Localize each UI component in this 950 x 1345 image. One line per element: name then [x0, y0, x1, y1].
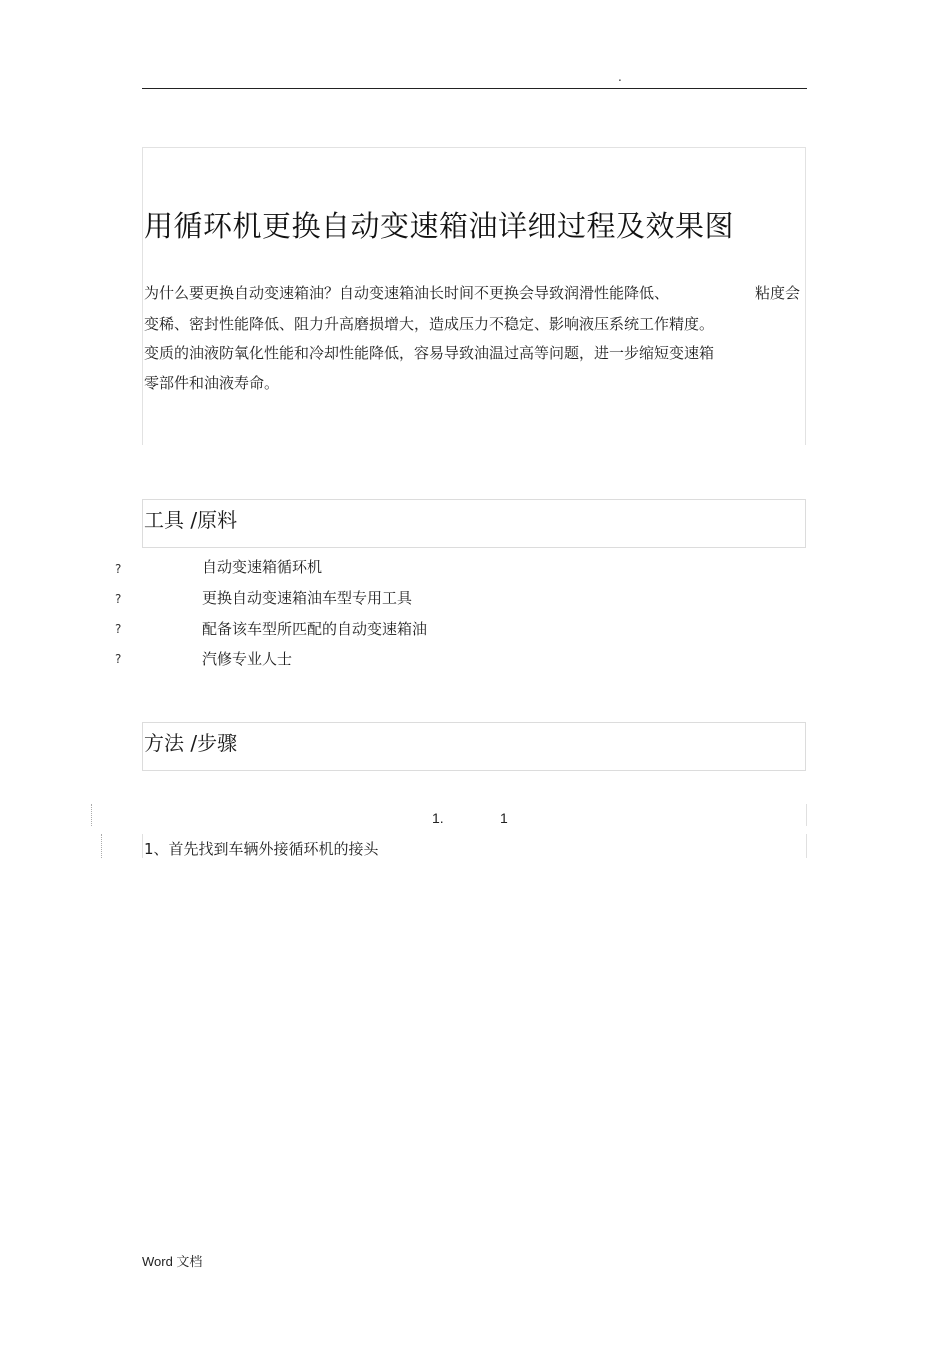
tools-section-frame	[142, 499, 806, 548]
margin-marker	[91, 804, 92, 826]
intro-line-1-tail: 粘度会	[755, 284, 801, 302]
list-item: 自动变速箱循环机	[202, 558, 323, 576]
list-bullet: ?	[115, 652, 122, 666]
intro-line-1: 为什么要更换自动变速箱油？自动变速箱油长时间不更换会导致润滑性能降低、	[144, 284, 670, 302]
list-item: 配备该车型所匹配的自动变速箱油	[202, 620, 428, 638]
list-bullet: ?	[115, 562, 122, 576]
intro-line-2: 变稀、密封性能降低、阻力升高磨损增大，造成压力不稳定、影响液压系统工作精度。	[144, 315, 715, 333]
step-text: 1、首先找到车辆外接循环机的接头	[144, 840, 379, 858]
list-item: 汽修专业人士	[202, 650, 293, 668]
frame-edge	[142, 834, 143, 858]
footer-label: Word 文档	[142, 1254, 203, 1269]
intro-line-4: 零部件和油液寿命。	[144, 374, 280, 392]
method-heading: 方法 /步骤	[144, 731, 238, 755]
margin-marker	[101, 834, 102, 858]
header-rule	[142, 88, 807, 89]
list-bullet: ?	[115, 592, 122, 606]
frame-edge	[806, 804, 807, 826]
tools-heading: 工具 /原料	[144, 508, 238, 532]
frame-edge	[806, 834, 807, 858]
step-index: 1.	[432, 810, 444, 826]
list-bullet: ?	[115, 622, 122, 636]
page-title: 用循环机更换自动变速箱油详细过程及效果图	[144, 209, 735, 243]
step-number: 1	[500, 810, 508, 826]
header-mark: .	[618, 70, 622, 84]
list-item: 更换自动变速箱油车型专用工具	[202, 589, 413, 607]
method-section-frame	[142, 722, 806, 771]
intro-line-3: 变质的油液防氧化性能和冷却性能降低，容易导致油温过高等问题，进一步缩短变速箱	[144, 344, 715, 362]
